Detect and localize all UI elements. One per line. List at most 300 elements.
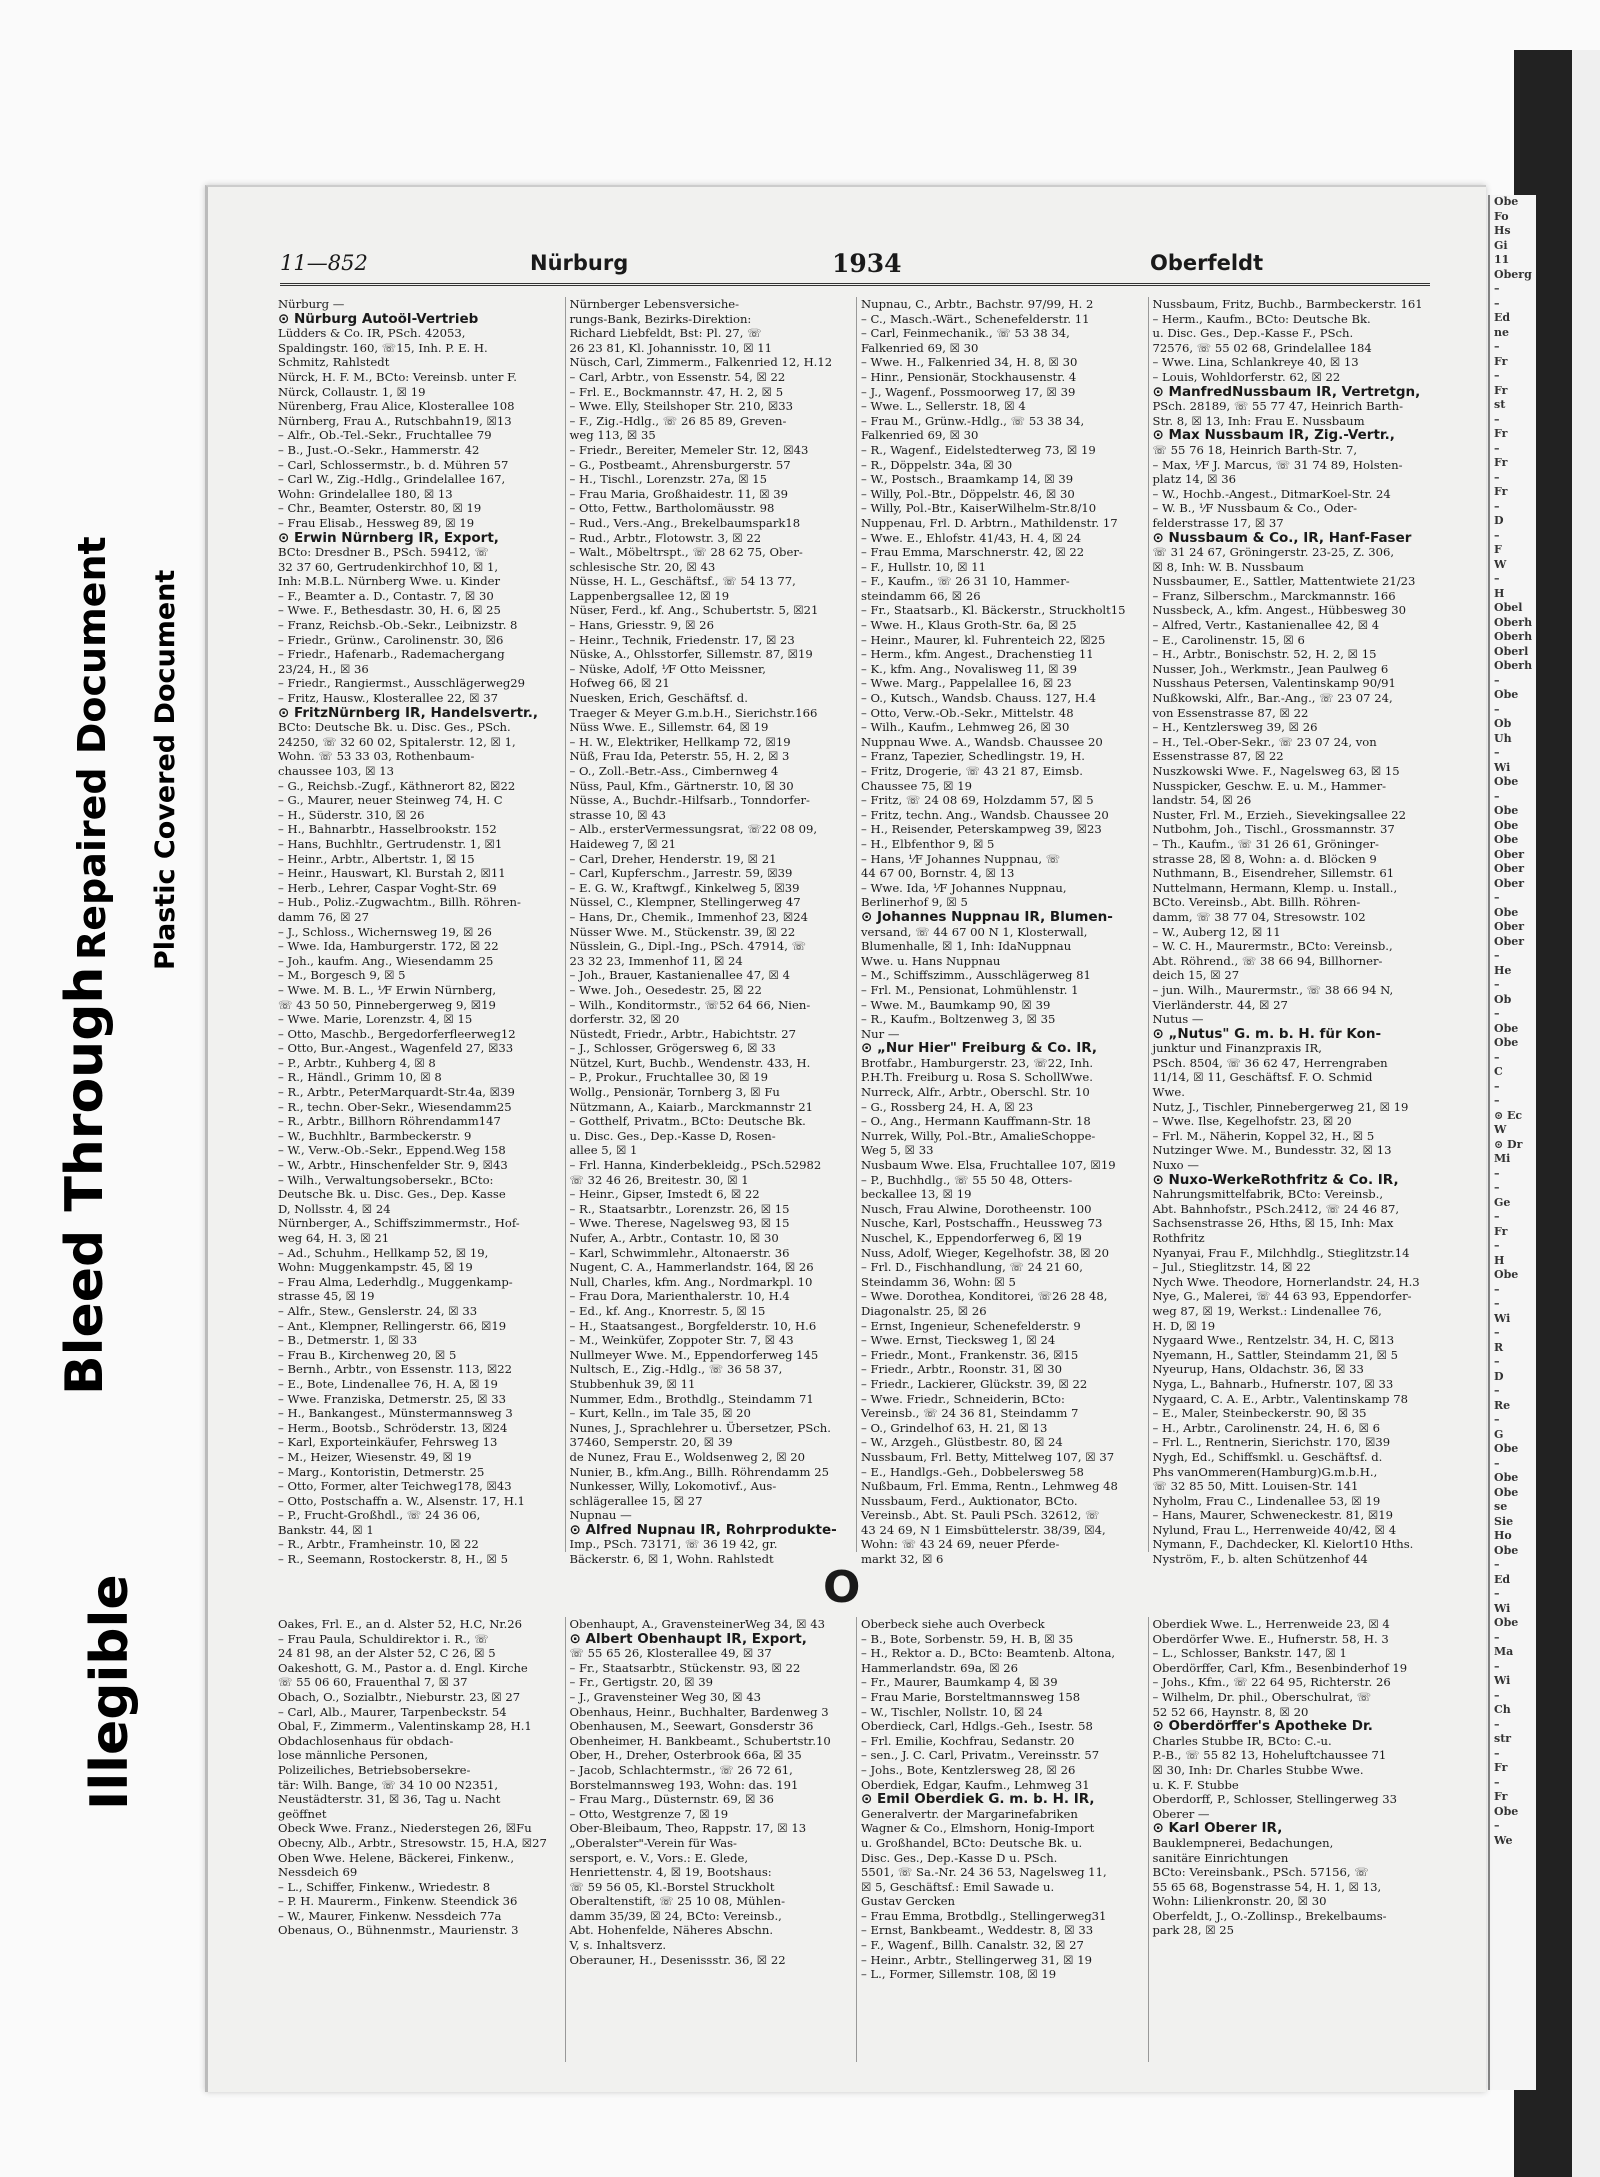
directory-entry-line: – Friedr., Arbtr., Roonstr. 31, ☒ 30 xyxy=(861,1362,1063,1377)
adjacent-page-fragment: Obe xyxy=(1494,195,1519,208)
directory-entry-line: – Heinr., Maurer, kl. Fuhrenteich 22, ☒25 xyxy=(861,632,1106,647)
directory-entry-line: – Fr., Staatsarb., Kl. Bäckerstr., Struckholt15 xyxy=(861,603,1126,618)
directory-entry-line: – Friedr., Mont., Frankenstr. 36, ☒15 xyxy=(861,1347,1079,1362)
directory-entry-line: – Frau Dora, Marienthalerstr. 10, H.4 xyxy=(569,1289,790,1304)
directory-entry-line: Nusser, Joh., Werkmstr., Jean Paulweg 6 xyxy=(1152,661,1389,676)
directory-entry-line: allee 5, ☒ 1 xyxy=(569,1143,638,1158)
directory-entry-line: – Frau Maria, Großhaidestr. 11, ☒ 39 xyxy=(569,486,789,501)
directory-entry-line: – Herm., Kaufm., BCto: Deutsche Bk. xyxy=(1152,311,1371,326)
adjacent-page-fragment: ⊙ Ec xyxy=(1494,1108,1523,1122)
directory-entry-line: – R., Staatsarbtr., Lorenzstr. 26, ☒ 15 xyxy=(569,1201,790,1216)
directory-entry-line: 37460, Semperstr. 20, ☒ 39 xyxy=(569,1435,733,1450)
directory-entry-line: Wwe. u. Hans Nuppnau xyxy=(861,953,1001,968)
directory-entry-line: Charles Stubbe IR, BCto: C.-u. xyxy=(1152,1733,1332,1748)
adjacent-page-fragment: D xyxy=(1494,514,1504,527)
directory-entry-line: – Fr., Gertigstr. 20, ☒ 39 xyxy=(569,1675,714,1690)
directory-entry-line: – Heinr., Arbtr., Albertstr. 1, ☒ 15 xyxy=(278,851,475,866)
directory-entry-line: Oberauner, H., Desenissstr. 36, ☒ 22 xyxy=(569,1952,786,1967)
directory-entry-line: – Herm., Bootsb., Schröderstr. 13, ☒24 xyxy=(278,1420,508,1435)
adjacent-page-fragment: H xyxy=(1494,1253,1505,1267)
directory-entry-line: Wohn: Grindelallee 180, ☒ 13 xyxy=(278,486,453,501)
directory-entry-line: landstr. 54, ☒ 26 xyxy=(1152,793,1252,808)
directory-entry-line: Sachsenstrasse 26, Hths, ☒ 15, Inh: Max xyxy=(1152,1216,1394,1231)
adjacent-page-fragment: Obe xyxy=(1494,905,1519,919)
directory-entry-line: – W., Maurer, Finkenw. Nessdeich 77a xyxy=(278,1908,502,1923)
directory-entry-line: u. K. F. Stubbe xyxy=(1152,1777,1239,1792)
directory-entry-line: Abt. Röhrend., ☏ 38 66 94, Billhorner- xyxy=(1152,953,1383,968)
adjacent-page-fragment: Sie xyxy=(1494,1514,1514,1528)
directory-entry-line: – Hans, Buchhltr., Gertrudenstr. 1, ☒1 xyxy=(278,836,503,851)
directory-column xyxy=(278,297,559,1567)
directory-entry-line: Oakes, Frl. E., an d. Alster 52, H.C, Nr.26 xyxy=(278,1617,523,1631)
directory-entry-line: Nupnau, C., Arbtr., Bachstr. 97/99, H. 2 xyxy=(861,297,1094,311)
directory-entry-line: schlägerallee 15, ☒ 27 xyxy=(569,1493,703,1508)
directory-entry-line: – R., Seemann, Rostockerstr. 8, H., ☒ 5 xyxy=(278,1552,508,1567)
adjacent-page-fragment: – xyxy=(1494,1050,1500,1064)
directory-entry-line: – H. W., Elektriker, Hellkamp 72, ☒19 xyxy=(569,734,791,749)
directory-entry-line: – F., Beamter a. D., Contastr. 7, ☒ 30 xyxy=(278,588,494,603)
adjacent-page-fragment: Obel xyxy=(1494,601,1523,614)
directory-entry-line: Ober, H., Dreher, Osterbrook 66a, ☒ 35 xyxy=(569,1748,802,1763)
directory-entry-line: – Wwe. Joh., Oesedestr. 25, ☒ 22 xyxy=(569,982,762,997)
directory-entry-line: Oben Wwe. Helene, Bäckerei, Finkenw., xyxy=(278,1850,515,1865)
directory-entry-line: – Wwe. Marg., Pappelallee 16, ☒ 23 xyxy=(861,676,1072,691)
directory-entry-line: damm, ☏ 38 77 04, Stresowstr. 102 xyxy=(1152,909,1366,924)
directory-entry-line: Nessdeich 69 xyxy=(278,1865,358,1880)
adjacent-page-fragment: Ho xyxy=(1494,1529,1512,1542)
directory-entry-line: Chaussee 75, ☒ 19 xyxy=(861,778,972,793)
directory-column xyxy=(856,1617,1142,2062)
directory-entry-line: Nupnau — xyxy=(569,1508,632,1523)
directory-entry-line: – R., Wagenf., Eidelstedterweg 73, ☒ 19 xyxy=(861,442,1096,457)
directory-entry-line: – W., Verw.-Ob.-Sekr., Eppend.Weg 158 xyxy=(278,1143,506,1158)
label-illegible: Illegible xyxy=(80,1574,140,1810)
directory-entry-line: Nummer, Edm., Brothdlg., Steindamm 71 xyxy=(569,1391,814,1406)
directory-entry-line: – O., Kutsch., Wandsb. Chauss. 127, H.4 xyxy=(861,691,1096,706)
directory-entry-line: – W., Buchhltr., Barmbeckerstr. 9 xyxy=(278,1128,472,1143)
directory-entry-line: Oberdiek Wwe. L., Herrenweide 23, ☒ 4 xyxy=(1152,1617,1390,1631)
directory-entry-line: – Frau B., Kirchenweg 20, ☒ 5 xyxy=(278,1347,457,1362)
adjacent-page-fragment: Wi xyxy=(1494,1674,1511,1687)
adjacent-page-fragment: Fr xyxy=(1494,383,1508,397)
directory-entry-line: – Wwe. M. B. L., ⅟F Erwin Nürnberg, xyxy=(278,982,497,997)
directory-entry-line: Nützel, Kurt, Buchb., Wendenstr. 433, H. xyxy=(569,1055,811,1070)
directory-entry-line: Nüske, A., Ohlsstorfer, Sillemstr. 87, ☒19 xyxy=(569,647,813,662)
directory-entry-line: – E., Carolinenstr. 15, ☒ 6 xyxy=(1152,632,1305,647)
label-plastic-covered: Plastic Covered Document xyxy=(150,569,181,970)
directory-entry-line: – G., Postbeamt., Ahrensburgerstr. 57 xyxy=(569,457,791,472)
directory-entry-line: – M., Heizer, Wiesenstr. 49, ☒ 19 xyxy=(278,1449,472,1464)
directory-entry-line: – Carl, Alb., Maurer, Tarpenbeckstr. 54 xyxy=(278,1704,507,1719)
directory-entry-line: Nuszkowski Wwe. F., Nagelsweg 63, ☒ 15 xyxy=(1152,764,1400,778)
directory-entry-line: PSch. 28189, ☏ 55 77 47, Heinrich Barth- xyxy=(1152,399,1404,414)
directory-entry-line: Nussbaum, Ferd., Auktionator, BCto. xyxy=(861,1493,1078,1508)
directory-entry-line: strasse 10, ☒ 43 xyxy=(569,807,666,822)
directory-entry-line: Nych Wwe. Theodore, Hornerlandstr. 24, H.3 xyxy=(1152,1274,1420,1289)
directory-entry-line: – J., Schlosser, Grögersweg 6, ☒ 33 xyxy=(569,1041,776,1056)
directory-entry-line: – Frl. Emilie, Kochfrau, Sedanstr. 20 xyxy=(861,1733,1075,1748)
directory-entry-line: – W., Postsch., Braamkamp 14, ☒ 39 xyxy=(861,472,1074,487)
directory-entry-line: junktur und Finanzpraxis IR, xyxy=(1152,1041,1322,1056)
directory-entry-line: – Marg., Kontoristin, Detmerstr. 25 xyxy=(278,1464,485,1479)
directory-entry-line: Nur — xyxy=(861,1026,900,1041)
adjacent-page-fragment: Oberg xyxy=(1494,267,1532,281)
directory-entry-line: rungs-Bank, Bezirks-Direktion: xyxy=(569,311,752,326)
adjacent-page-fragment: – xyxy=(1494,412,1500,426)
directory-entry-line: Nurrek, Willy, Pol.-Btr., AmalieSchoppe- xyxy=(861,1128,1096,1143)
directory-entry-line: – P., Prokur., Fruchtallee 30, ☒ 19 xyxy=(569,1070,768,1085)
directory-entry-line: – Wwe. Lina, Schlankreye 40, ☒ 13 xyxy=(1152,355,1359,370)
adjacent-page-fragment: Fr xyxy=(1494,1761,1508,1774)
adjacent-page-fragment: – xyxy=(1494,499,1500,513)
directory-entry-line: – Alfr., Stew., Genslerstr. 24, ☒ 33 xyxy=(278,1303,478,1318)
adjacent-page-fragment: Obe xyxy=(1494,1485,1519,1499)
directory-entry-line: ⊙ Erwin Nürnberg IR, Export, xyxy=(278,529,499,546)
directory-entry-line: Polizeiliches, Betriebsobersekre- xyxy=(278,1762,471,1777)
directory-entry-line: – E. G. W., Kraftwgf., Kinkelweg 5, ☒39 xyxy=(569,880,800,895)
directory-entry-line: Wollg., Pensionär, Tornberg 3, ☒ Fu xyxy=(569,1085,780,1100)
directory-entry-line: – Hub., Poliz.-Zugwachtm., Billh. Röhren- xyxy=(278,895,521,910)
header-year: 1934 xyxy=(832,249,902,278)
directory-entry-line: – Alfr., Ob.-Tel.-Sekr., Fruchtallee 79 xyxy=(278,428,492,443)
directory-entry-line: Bankstr. 44, ☒ 1 xyxy=(278,1522,374,1537)
directory-entry-line: – L., Schiffer, Finkenw., Wriedestr. 8 xyxy=(278,1879,491,1894)
directory-entry-line: – B., Bote, Sorbenstr. 59, H. B, ☒ 35 xyxy=(861,1631,1074,1646)
adjacent-page-fragment: Wi xyxy=(1494,760,1511,774)
directory-entry-line: – R., Arbtr., PeterMarquardt-Str.4a, ☒39 xyxy=(278,1085,515,1100)
directory-entry-line: Wohn: Lilienkronstr. 20, ☒ 30 xyxy=(1152,1894,1327,1909)
directory-entry-line: – Frau Marg., Düsternstr. 69, ☒ 36 xyxy=(569,1792,774,1807)
directory-entry-line: Nuppnau Wwe. A., Wandsb. Chaussee 20 xyxy=(861,734,1103,749)
adjacent-page-fragment: str xyxy=(1494,1732,1512,1745)
directory-entry-line: – Willy, Pol.-Btr., KaiserWilhelm-Str.8/10 xyxy=(861,501,1097,516)
adjacent-page-fragment: Uh xyxy=(1494,731,1512,745)
directory-entry-line: – Alfred, Vertr., Kastanienallee 42, ☒ 4 xyxy=(1152,618,1380,633)
directory-entry-line: – Otto, Maschb., Bergedorferfleerweg12 xyxy=(278,1026,516,1041)
directory-entry-line: ☏ 55 76 18, Heinrich Barth-Str. 7, xyxy=(1152,442,1358,457)
adjacent-page-fragment: ne xyxy=(1494,325,1509,339)
directory-entry-line: platz 14, ☒ 36 xyxy=(1152,472,1236,487)
directory-entry-line: – Wwe. Ida, ⅟F Johannes Nuppnau, xyxy=(861,880,1067,895)
directory-entry-line: felderstrasse 17, ☒ 37 xyxy=(1152,515,1284,530)
directory-entry-line: – L., Former, Sillemstr. 108, ☒ 19 xyxy=(861,1967,1057,1982)
directory-entry-line: – O., Grindelhof 63, H. 21, ☒ 13 xyxy=(861,1420,1048,1435)
adjacent-page-fragment: – xyxy=(1494,1166,1500,1180)
directory-entry-line: Essenstrasse 87, ☒ 22 xyxy=(1152,749,1284,764)
adjacent-page-fragment: Ober xyxy=(1494,920,1525,933)
adjacent-page-fragment: – xyxy=(1494,1079,1500,1093)
directory-entry-line: – jun. Wilh., Maurermstr., ☏ 38 66 94 N, xyxy=(1152,982,1394,997)
directory-entry-line: – Fr., Staatsarbtr., Stückenstr. 93, ☒ 22 xyxy=(569,1660,801,1675)
directory-entry-line: Obecny, Alb., Arbtr., Stresowstr. 15, H.A, ☒27 xyxy=(278,1835,547,1850)
adjacent-page-fragment: Obe xyxy=(1494,833,1519,846)
top-columns xyxy=(278,297,1433,1567)
label-bleed-through: Bleed Through xyxy=(55,966,115,1395)
directory-entry-line: – Fritz, Drogerie, ☏ 43 21 87, Eimsb. xyxy=(861,764,1083,778)
directory-entry-line: markt 32, ☒ 6 xyxy=(861,1552,944,1567)
directory-entry-line: – Wilhelm, Dr. phil., Oberschulrat, ☏ xyxy=(1152,1689,1372,1704)
adjacent-page-fragment: Ober xyxy=(1494,847,1525,861)
directory-entry-line: strasse 45, ☒ 19 xyxy=(278,1289,375,1304)
directory-entry-line: – Friedr., Hafenarb., Rademachergang xyxy=(278,647,505,662)
directory-entry-line: – M., Schiffszimm., Ausschlägerweg 81 xyxy=(861,968,1091,983)
directory-entry-line: – G., Maurer, neuer Steinweg 74, H. C xyxy=(278,793,503,808)
directory-entry-line: Oberdiek, Edgar, Kaufm., Lehmweg 31 xyxy=(861,1777,1090,1792)
directory-entry-line: – Heinr., Gipser, Imstedt 6, ☒ 22 xyxy=(569,1187,760,1202)
adjacent-page-fragment: – xyxy=(1494,340,1500,353)
directory-entry-line: – Friedr., Grünw., Carolinenstr. 30, ☒6 xyxy=(278,632,504,647)
directory-entry-line: – O., Zoll.-Betr.-Ass., Cimbernweg 4 xyxy=(569,764,779,778)
adjacent-page-fragment: D xyxy=(1494,1369,1504,1383)
directory-entry-line: – Frau Alma, Lederhdlg., Muggenkamp- xyxy=(278,1274,513,1289)
directory-entry-line: – W. B., ⅟F Nussbaum & Co., Oder- xyxy=(1152,501,1358,516)
adjacent-page-fragment: We xyxy=(1494,1833,1513,1847)
directory-entry-line: Obenhausen, M., Seewart, Gonsderstr 36 xyxy=(569,1719,814,1734)
adjacent-page-fragment: – xyxy=(1494,1094,1500,1107)
directory-entry-line: Brotfabr., Hamburgerstr. 23, ☏22, Inh. xyxy=(861,1055,1094,1070)
directory-entry-line: ☒ 30, Inh: Dr. Charles Stubbe Wwe. xyxy=(1152,1762,1364,1777)
directory-entry-line: Bäckerstr. 6, ☒ 1, Wohn. Rahlstedt xyxy=(569,1552,774,1567)
directory-entry-line: – Carl W., Zig.-Hdlg., Grindelallee 167, xyxy=(278,472,506,487)
directory-entry-line: deich 15, ☒ 27 xyxy=(1152,968,1240,983)
adjacent-page-fragment: G xyxy=(1494,1427,1504,1441)
directory-entry-line: park 28, ☒ 25 xyxy=(1152,1923,1235,1938)
directory-entry-line: Nultsch, E., Zig.-Hdlg., ☏ 36 58 37, xyxy=(569,1362,783,1377)
directory-entry-line: – H., Bankangest., Münstermannsweg 3 xyxy=(278,1406,513,1421)
directory-entry-line: 44 67 00, Bornstr. 4, ☒ 13 xyxy=(861,866,1015,881)
directory-entry-line: BCto: Dresdner B., PSch. 59412, ☏ xyxy=(278,545,489,560)
directory-entry-line: Nussbaumer, E., Sattler, Mattentwiete 21/23 xyxy=(1152,574,1416,589)
adjacent-page-fragment: – xyxy=(1494,1355,1500,1368)
adjacent-page-fragment: – xyxy=(1494,1630,1500,1644)
directory-entry-line: ⊙ Karl Oberer IR, xyxy=(1152,1820,1283,1837)
page-header xyxy=(280,247,1430,286)
directory-entry-line: Nüsch, Carl, Zimmerm., Falkenried 12, H.12 xyxy=(569,355,833,370)
directory-entry-line: Obenhaus, Heinr., Buchhalter, Bardenweg 3 xyxy=(569,1704,829,1719)
adjacent-page-fragment: – xyxy=(1494,470,1500,484)
directory-entry-line: – Frau Marie, Borsteltmannsweg 158 xyxy=(861,1689,1081,1704)
adjacent-page-fragment: – xyxy=(1494,528,1500,542)
directory-entry-line: BCto: Vereinsbank., PSch. 57156, ☏ xyxy=(1152,1865,1369,1880)
directory-entry-line: Nuttelmann, Hermann, Klemp. u. Install., xyxy=(1152,880,1398,895)
directory-entry-line: – E., Handlgs.-Geh., Dobbelersweg 58 xyxy=(861,1464,1084,1479)
directory-entry-line: – Joh., Brauer, Kastanienallee 47, ☒ 4 xyxy=(569,968,790,983)
directory-entry-line: – J., Schloss., Wichernsweg 19, ☒ 26 xyxy=(278,924,492,939)
directory-entry-line: Nutus — xyxy=(1152,1012,1204,1027)
adjacent-page-fragment: Obe xyxy=(1494,1268,1519,1281)
directory-column xyxy=(278,1617,559,2062)
directory-entry-line: ⊙ „Nutus" G. m. b. H. für Kon- xyxy=(1152,1025,1382,1042)
directory-entry-line: Nutz, J., Tischler, Pinnebergerweg 21, ☒ 19 xyxy=(1152,1099,1409,1114)
directory-entry-line: Nyemann, H., Sattler, Steindamm 21, ☒ 5 xyxy=(1152,1347,1399,1362)
directory-entry-line: – J., Wagenf., Possmoorweg 17, ☒ 39 xyxy=(861,384,1076,399)
adjacent-page-fragment: – xyxy=(1494,891,1500,904)
directory-entry-line: Obdachlosenhaus für obdach- xyxy=(278,1733,454,1748)
directory-entry-line: – Frau Emma, Marschnerstr. 42, ☒ 22 xyxy=(861,545,1085,560)
directory-entry-line: Falkenried 69, ☒ 30 xyxy=(861,340,979,355)
directory-entry-line: – O., Ang., Hermann Kauffmann-Str. 18 xyxy=(861,1114,1091,1129)
adjacent-page-fragment: Ed xyxy=(1494,1572,1511,1586)
adjacent-page-fragment: – xyxy=(1494,369,1500,382)
adjacent-page-fragment: – xyxy=(1494,1239,1500,1252)
directory-entry-line: – P., Arbtr., Kuhberg 4, ☒ 8 xyxy=(278,1055,436,1070)
directory-entry-line: BCto: Deutsche Bk. u. Disc. Ges., PSch. xyxy=(278,720,511,735)
adjacent-page-fragment: Ch xyxy=(1494,1703,1511,1716)
directory-entry-line: Nüsslein, G., Dipl.-Ing., PSch. 47914, ☏ xyxy=(569,939,807,954)
adjacent-page-fragment: – xyxy=(1494,949,1500,962)
directory-entry-line: de Nunez, Frau E., Woldsenweg 2, ☒ 20 xyxy=(569,1449,806,1464)
directory-entry-line: Falkenried 69, ☒ 30 xyxy=(861,428,979,443)
directory-entry-line: – P., Buchhdlg., ☏ 55 50 48, Otters- xyxy=(861,1172,1073,1187)
directory-entry-line: Obenheimer, H. Bankbeamt., Schubertstr.10 xyxy=(569,1733,831,1748)
directory-entry-line: Haideweg 7, ☒ 21 xyxy=(569,836,676,851)
directory-entry-line: Rothfritz xyxy=(1152,1231,1205,1245)
directory-entry-line: Nürck, H. F. M., BCto: Vereinsb. unter F. xyxy=(278,369,517,384)
directory-entry-line: – W., Hochb.-Angest., DitmarKoel-Str. 24 xyxy=(1152,486,1391,501)
directory-entry-line: Null, Charles, kfm. Ang., Nordmarkpl. 10 xyxy=(569,1274,813,1289)
directory-entry-line: – M., Weinküfer, Zoppoter Str. 7, ☒ 43 xyxy=(569,1333,794,1348)
directory-entry-line: Nurreck, Alfr., Arbtr., Oberschl. Str. 10 xyxy=(861,1085,1090,1100)
directory-entry-line: – Heinr., Arbtr., Stellingerweg 31, ☒ 19 xyxy=(861,1952,1092,1967)
directory-entry-line: Henriettenstr. 4, ☒ 19, Bootshaus: xyxy=(569,1865,772,1880)
directory-entry-line: sanitäre Einrichtungen xyxy=(1152,1850,1289,1865)
directory-entry-line: 26 23 81, Kl. Johannisstr. 10, ☒ 11 xyxy=(569,340,773,355)
directory-entry-line: – R., Kaufm., Boltzenweg 3, ☒ 35 xyxy=(861,1012,1056,1027)
directory-entry-line: – H., Elbfenthor 9, ☒ 5 xyxy=(861,836,995,851)
directory-entry-line: – Wilh., Konditormstr., ☏52 64 66, Nien- xyxy=(569,997,811,1012)
directory-entry-line: – Frl. M., Näherin, Koppel 32, H., ☒ 5 xyxy=(1152,1128,1375,1143)
directory-entry-line: weg 113, ☒ 35 xyxy=(569,428,656,443)
directory-entry-line: ⊙ Emil Oberdiek G. m. b. H. IR, xyxy=(861,1791,1095,1808)
directory-entry-line: – Rud., Vers.-Ang., Brekelbaumspark18 xyxy=(569,515,801,530)
directory-entry-line: – Wwe. Therese, Nagelsweg 93, ☒ 15 xyxy=(569,1216,790,1231)
adjacent-page-fragment: F xyxy=(1494,543,1502,556)
adjacent-page-fragment: Obe xyxy=(1494,1442,1519,1455)
directory-entry-line: Nusche, Karl, Postschaffn., Heussweg 73 xyxy=(861,1216,1103,1231)
directory-entry-line: – Franz, Silberschm., Marckmannstr. 166 xyxy=(1152,588,1396,603)
directory-entry-line: – F., Hullstr. 10, ☒ 11 xyxy=(861,559,986,574)
directory-entry-line: – K., kfm. Ang., Novalisweg 11, ☒ 39 xyxy=(861,661,1077,676)
directory-entry-line: 11/14, ☒ 11, Geschäftsf. F. O. Schmid xyxy=(1152,1070,1373,1085)
annotation-labels xyxy=(0,0,200,2177)
directory-entry-line: Borstelmannsweg 193, Wohn: das. 191 xyxy=(569,1777,799,1792)
directory-entry-line: – Fritz, Hausw., Klosterallee 22, ☒ 37 xyxy=(278,691,499,706)
directory-entry-line: – W. C. H., Maurermstr., BCto: Vereinsb., xyxy=(1152,939,1393,954)
directory-entry-line: ⊙ Johannes Nuppnau IR, Blumen- xyxy=(861,908,1113,925)
directory-entry-line: Nuschel, K., Eppendorferweg 6, ☒ 19 xyxy=(861,1231,1082,1245)
directory-entry-line: – H., Tel.-Ober-Sekr., ☏ 23 07 24, von xyxy=(1152,734,1377,749)
directory-entry-line: Nygaard Wwe., Rentzelstr. 34, H. C, ☒13 xyxy=(1152,1333,1395,1348)
directory-entry-line: Nusch, Frau Alwine, Dorotheenstr. 100 xyxy=(861,1201,1092,1216)
directory-entry-line: – Franz, Tapezier, Schedlingstr. 19, H. xyxy=(861,749,1085,764)
header-first-word: Nürburg xyxy=(530,251,629,275)
directory-entry-line: – Willy, Pol.-Btr., Döppelstr. 46, ☒ 30 xyxy=(861,486,1075,501)
directory-entry-line: – Otto, Verw.-Ob.-Sekr., Mittelstr. 48 xyxy=(861,705,1074,720)
directory-entry-line: 24 81 98, an der Alster 52, C 26, ☒ 5 xyxy=(278,1646,496,1661)
adjacent-page-fragment: – xyxy=(1494,1775,1500,1789)
directory-column xyxy=(1148,1617,1434,2062)
directory-entry-line: P.-B., ☏ 55 82 13, Hoheluftchaussee 71 xyxy=(1152,1748,1387,1763)
directory-entry-line: – Frl. M., Pensionat, Lohmühlenstr. 1 xyxy=(861,982,1079,997)
directory-entry-line: – Carl, Kupferschm., Jarrestr. 59, ☒39 xyxy=(569,866,793,881)
directory-entry-line: – R., Döppelstr. 34a, ☒ 30 xyxy=(861,457,1013,472)
directory-entry-line: – Ad., Schuhm., Hellkamp 52, ☒ 19, xyxy=(278,1245,489,1260)
directory-entry-line: Gustav Gercken xyxy=(861,1894,955,1909)
directory-entry-line: – R., Arbtr., Framheinstr. 10, ☒ 22 xyxy=(278,1537,479,1552)
directory-entry-line: Nusspicker, Geschw. E. u. M., Hammer- xyxy=(1152,778,1387,793)
directory-entry-line: – Wwe. L., Sellerstr. 18, ☒ 4 xyxy=(861,399,1026,414)
directory-entry-line: – H., Süderstr. 310, ☒ 26 xyxy=(278,807,425,822)
directory-entry-line: geöffnet xyxy=(278,1806,327,1821)
directory-entry-line: – E., Maler, Steinbeckerstr. 90, ☒ 35 xyxy=(1152,1406,1367,1421)
directory-entry-line: Nahrungsmittelfabrik, BCto: Vereinsb., xyxy=(1152,1187,1384,1202)
directory-entry-line: 43 24 69, N 1 Eimsbüttelerstr. 38/39, ☒4, xyxy=(861,1522,1106,1537)
directory-entry-line: Nürburg — xyxy=(278,297,345,311)
directory-entry-line: Nutbohm, Joh., Tischl., Grossmannstr. 37 xyxy=(1152,822,1395,837)
directory-entry-line: Oberbeck siehe auch Overbeck xyxy=(861,1617,1045,1631)
directory-entry-line: Nüsser Wwe. M., Stückenstr. 39, ☒ 22 xyxy=(569,924,796,939)
directory-entry-line: ⊙ Nürburg Autoöl-Vertrieb xyxy=(278,310,479,327)
directory-entry-line: ☏ 32 85 50, Mitt. Louisen-Str. 141 xyxy=(1152,1479,1359,1494)
adjacent-page-fragment: 11 xyxy=(1494,253,1510,266)
directory-entry-line: ☏ 55 06 60, Frauenthal 7, ☒ 37 xyxy=(278,1675,468,1690)
directory-entry-line: u. Großhandel, BCto: Deutsche Bk. u. xyxy=(861,1835,1083,1850)
directory-entry-line: Nygh, Ed., Schiffsmkl. u. Geschäftsf. d. xyxy=(1152,1449,1383,1464)
directory-entry-line: – H., Arbtr., Carolinenstr. 24, H. 6, ☒ 6 xyxy=(1152,1420,1381,1435)
directory-entry-line: – Alb., ersterVermessungsrat, ☏22 08 09, xyxy=(569,822,818,837)
directory-entry-line: Obeck Wwe. Franz., Niederstegen 26, ☒Fu xyxy=(278,1821,532,1836)
adjacent-page-fragment: Fr xyxy=(1494,1224,1508,1238)
directory-entry-line: Oberdieck, Carl, Hdlgs.-Geh., Isestr. 58 xyxy=(861,1719,1093,1734)
directory-entry-line: P.H.Th. Freiburg u. Rosa S. SchollWwe. xyxy=(861,1070,1093,1085)
adjacent-page-fragment: – xyxy=(1494,1746,1500,1760)
directory-entry-line: Oakeshott, G. M., Pastor a. d. Engl. Kirche xyxy=(278,1660,528,1675)
directory-entry-line: – F., Kaufm., ☏ 26 31 10, Hammer- xyxy=(861,574,1070,589)
directory-entry-line: – Hinr., Pensionär, Stockhausenstr. 4 xyxy=(861,369,1077,384)
directory-entry-line: ☏ 55 65 26, Klosterallee 49, ☒ 37 xyxy=(569,1646,772,1661)
adjacent-page-fragment: Fr xyxy=(1494,427,1508,440)
directory-entry-line: – Friedr., Rangiermst., Ausschlägerweg29 xyxy=(278,676,526,691)
directory-entry-line: – W., Arzgeh., Glüstbestr. 80, ☒ 24 xyxy=(861,1435,1063,1450)
directory-entry-line: Nussbeck, A., kfm. Angest., Hübbesweg 30 xyxy=(1152,603,1406,618)
directory-entry-line: – Gotthelf, Privatm., BCto: Deutsche Bk. xyxy=(569,1114,806,1129)
adjacent-page-fragment: – xyxy=(1494,1326,1500,1339)
directory-entry-line: – Otto, Bur.-Angest., Wagenfeld 27, ☒33 xyxy=(278,1041,514,1056)
directory-entry-line: Schmitz, Rahlstedt xyxy=(278,355,390,370)
directory-entry-line: Nusshaus Petersen, Valentinskamp 90/91 xyxy=(1152,676,1396,691)
directory-entry-line: Nüss Wwe. E., Sillemstr. 64, ☒ 19 xyxy=(569,720,769,735)
directory-entry-line: Nüsse, A., Buchdr.-Hilfsarb., Tonndorfer- xyxy=(569,793,810,808)
directory-entry-line: Nussbaum, Frl. Betty, Mittelweg 107, ☒ 37 xyxy=(861,1449,1115,1464)
adjacent-page-fragment: ⊙ Dr xyxy=(1494,1137,1523,1151)
adjacent-page-fragment: Wi xyxy=(1494,1311,1511,1325)
directory-entry-line: – H., Reisender, Peterskampweg 39, ☒23 xyxy=(861,822,1102,837)
directory-entry-line: – W., Auberg 12, ☒ 11 xyxy=(1152,924,1281,939)
adjacent-page-fragment: – xyxy=(1494,296,1500,310)
directory-entry-line: D, Nollsstr. 4, ☒ 24 xyxy=(278,1201,391,1216)
adjacent-page-fragment: Oberl xyxy=(1494,644,1529,658)
directory-entry-line: Nyholm, Frau C., Lindenallee 53, ☒ 19 xyxy=(1152,1493,1381,1508)
directory-entry-line: – Jacob, Schlachtermstr., ☏ 26 72 61, xyxy=(569,1762,793,1777)
directory-entry-line: – Heinr., Hauswart, Kl. Burstah 2, ☒11 xyxy=(278,866,506,881)
directory-entry-line: – Chr., Beamter, Osterstr. 80, ☒ 19 xyxy=(278,501,482,516)
adjacent-page-fragment: – xyxy=(1494,1688,1500,1702)
directory-entry-line: V, s. Inhaltsverz. xyxy=(569,1938,667,1953)
directory-entry-line: – H., Kentzlersweg 39, ☒ 26 xyxy=(1152,720,1318,735)
directory-entry-line: „Oberalster"-Verein für Was- xyxy=(569,1835,737,1850)
adjacent-page-fragment: Obe xyxy=(1494,1543,1519,1557)
adjacent-page-fragment: He xyxy=(1494,963,1512,977)
